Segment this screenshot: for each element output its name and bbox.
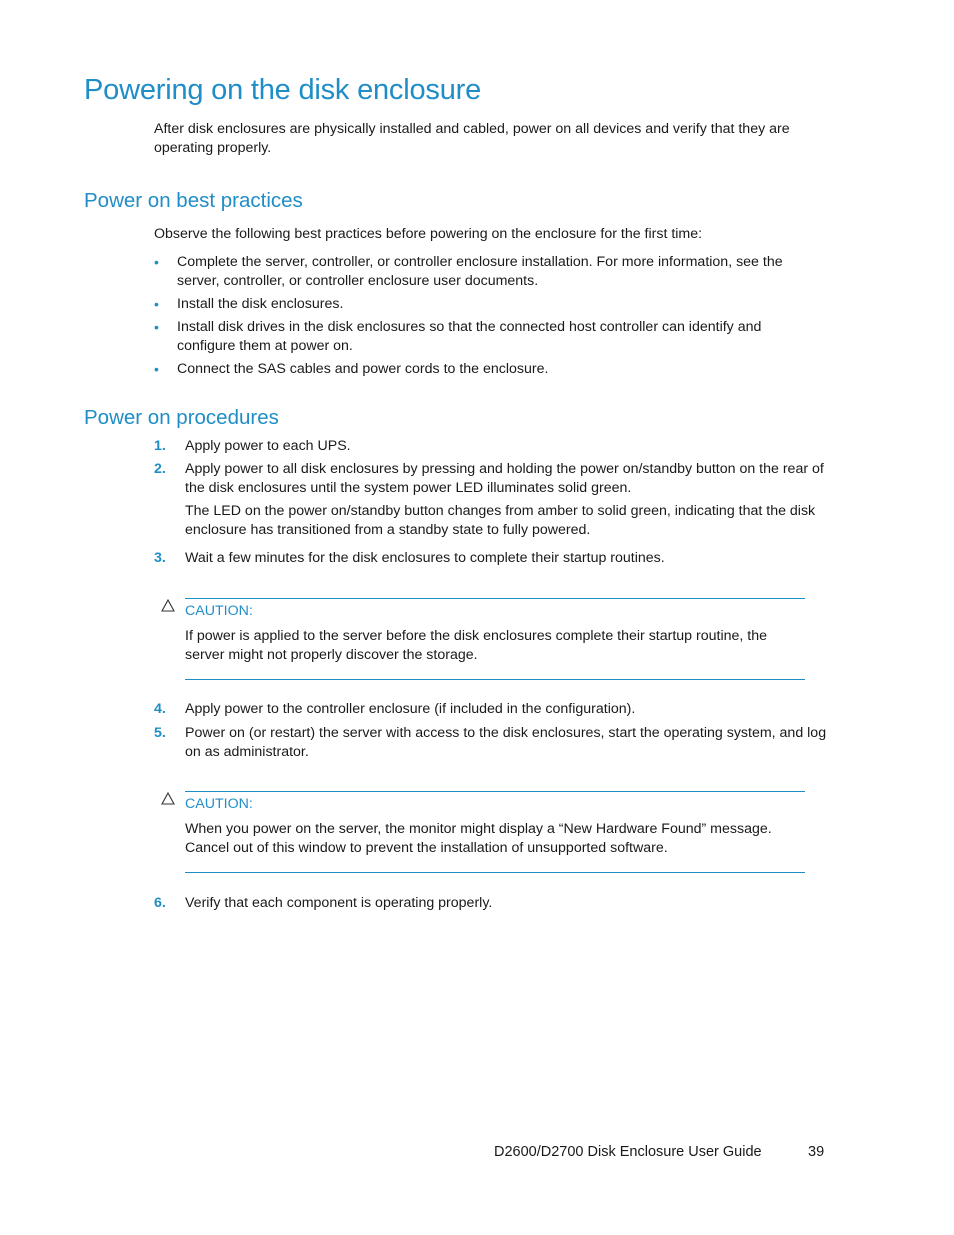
bullet-text: Connect the SAS cables and power cords to the enclosure.	[177, 361, 549, 377]
best-practices-intro: Observe the following best practices before powering on the enclosure for the first time:	[154, 226, 703, 242]
step-number: 6.	[154, 895, 166, 911]
bullet-marker: •	[154, 254, 159, 270]
page-number: 39	[808, 1144, 825, 1160]
step-text: Wait a few minutes for the disk enclosures to complete their startup routines.	[185, 550, 665, 566]
caution-box	[185, 598, 805, 680]
step-number: 1.	[154, 438, 166, 454]
procedure-step	[154, 549, 830, 568]
caution-text: If power is applied to the server before the disk enclosures complete their startup routine, the server might not properly discover the storage.	[185, 628, 767, 663]
step-note: The LED on the power on/standby button changes from amber to solid green, indicating that the disk enclosure has transitioned from a standby state to fully powered.	[185, 503, 816, 538]
procedure-step	[154, 724, 830, 762]
warning-triangle-icon	[161, 599, 175, 616]
footer-guide-title: D2600/D2700 Disk Enclosure User Guide	[494, 1144, 762, 1160]
bullet-marker: •	[154, 361, 159, 377]
step-number: 4.	[154, 701, 166, 717]
step-text: Apply power to all disk enclosures by pressing and holding the power on/standby button on the rear of the disk enclosures until the system power LED illuminates solid green.	[185, 461, 824, 496]
caution-box	[185, 791, 805, 873]
step-number: 5.	[154, 725, 166, 741]
step-text: Verify that each component is operating properly.	[185, 895, 493, 911]
procedure-step	[154, 700, 830, 719]
procedure-step	[154, 437, 830, 456]
bullet-item	[154, 253, 824, 291]
warning-triangle-icon	[161, 792, 175, 809]
intro-paragraph: After disk enclosures are physically installed and cabled, power on all devices and verify that they are operating properly.	[154, 121, 790, 156]
bullet-item	[154, 295, 824, 314]
bullet-item	[154, 318, 824, 356]
step-text: Power on (or restart) the server with access to the disk enclosures, start the operating system, and log on as administrator.	[185, 725, 827, 760]
section-heading-procedures: Power on procedures	[84, 406, 279, 429]
bullet-marker: •	[154, 296, 159, 312]
step-number: 3.	[154, 550, 166, 566]
caution-label: CAUTION:	[185, 603, 253, 619]
bullet-text: Install the disk enclosures.	[177, 296, 344, 312]
bullet-marker: •	[154, 319, 159, 335]
caution-text: When you power on the server, the monitor might display a “New Hardware Found” message. Cancel out of this window to prevent the installation of unsupported software.	[185, 821, 772, 856]
section-heading-best-practices: Power on best practices	[84, 189, 303, 212]
page-footer	[494, 1144, 825, 1160]
bullet-text: Install disk drives in the disk enclosures so that the connected host controller can identify and configure them at power on.	[177, 319, 762, 354]
caution-label: CAUTION:	[185, 796, 253, 812]
step-number: 2.	[154, 461, 166, 477]
bullet-item	[154, 360, 824, 379]
page-title: Powering on the disk enclosure	[84, 74, 482, 106]
procedure-step	[154, 460, 830, 540]
bullet-text: Complete the server, controller, or controller enclosure installation. For more information, see the server, controller, or controller enclosure user documents.	[177, 254, 783, 289]
step-text: Apply power to the controller enclosure (if included in the configuration).	[185, 701, 636, 717]
procedure-step	[154, 894, 830, 913]
step-text: Apply power to each UPS.	[185, 438, 351, 454]
